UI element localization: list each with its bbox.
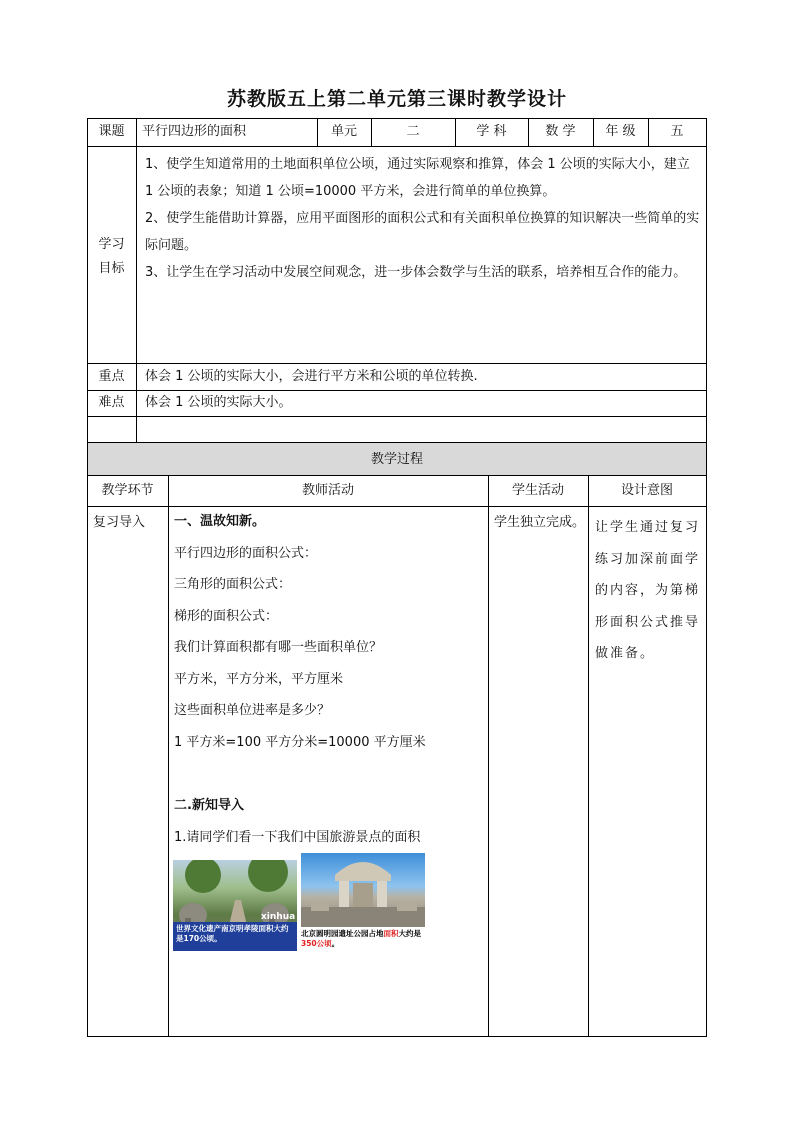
goal-item: 3、让学生在学习活动中发展空间观念，进一步体会数学与生活的联系，培养相互合作的能力。 — [145, 265, 687, 280]
key-point-value: 体会 1 公顷的实际大小，会进行平方米和公顷的单位转换. — [145, 369, 478, 384]
difficulty-value: 体会 1 公顷的实际大小。 — [145, 395, 292, 410]
design-intent: 让学生通过复习练习加深前面学的内容，为第梯形面积公式推导做准备。 — [595, 520, 701, 661]
grade-value: 五 — [670, 124, 684, 139]
section2-line: 1.请同学们看一下我们中国旅游景点的面积 — [174, 829, 421, 845]
image-watermark: xinhua — [261, 912, 296, 922]
teacher-line: 这些面积单位进率是多少？ — [174, 703, 331, 718]
col-stage: 教学环节 — [101, 483, 154, 498]
stage-name: 复习导入 — [93, 515, 146, 530]
teacher-line: 平方米，平方分米，平方厘米 — [174, 671, 344, 687]
grade-label: 年 级 — [605, 124, 636, 139]
course-value: 平行四边形的面积 — [142, 124, 247, 139]
unit-value: 二 — [406, 124, 420, 139]
teacher-line: 我们计算面积都有哪一些面积单位？ — [174, 640, 383, 655]
yuanmingyuan-photo — [301, 853, 425, 959]
teacher-line: 一、温故知新。 — [174, 514, 266, 529]
col-intent: 设计意图 — [620, 483, 673, 498]
goal-item: 2、使学生能借助计算器，应用平面图形的面积公式和有关面积单位换算的知识解决一些简单的实际问题。 — [145, 211, 700, 253]
key-point-label: 重点 — [98, 369, 125, 384]
teacher-activity — [174, 512, 484, 859]
col-teacher: 教师活动 — [301, 483, 354, 498]
goal-item: 1、使学生知道常用的土地面积单位公顷，通过实际观察和推算，体会 1 公顷的实际大小，建立 1 公顷的表象；知道 1 公顷=10000 平方米，会进行简单的单位换算。 — [145, 157, 690, 199]
image1-caption: 世界文化遗产南京明孝陵面积大约是170公顷。 — [176, 924, 289, 943]
teacher-line: 平行四边形的面积公式： — [174, 545, 318, 561]
goals-label-2: 目标 — [98, 261, 125, 276]
col-student: 学生活动 — [511, 483, 564, 498]
document-title: 苏教版五上第二单元第三课时教学设计 — [226, 88, 567, 110]
ming-xiaoling-photo — [173, 860, 297, 951]
teacher-line: 梯形的面积公式： — [174, 608, 279, 624]
difficulty-label: 难点 — [98, 395, 125, 410]
subject-value: 数 学 — [545, 124, 576, 139]
teacher-line: 1 平方米=100 平方分米=10000 平方厘米 — [174, 734, 426, 750]
teacher-line: 三角形的面积公式： — [174, 577, 292, 592]
student-activity: 学生独立完成。 — [494, 515, 586, 530]
subject-label: 学 科 — [476, 124, 507, 139]
goals-label-1: 学习 — [98, 237, 125, 252]
section2-title: 二.新知导入 — [174, 798, 244, 813]
unit-label: 单元 — [330, 124, 357, 139]
learning-goals — [145, 151, 701, 286]
image2-caption: 北京圆明园遗址公园占地面积大约是350公顷。 — [301, 929, 421, 948]
process-title: 教学过程 — [370, 452, 423, 467]
ruins-illustration — [301, 853, 425, 927]
course-label: 课题 — [98, 124, 125, 139]
